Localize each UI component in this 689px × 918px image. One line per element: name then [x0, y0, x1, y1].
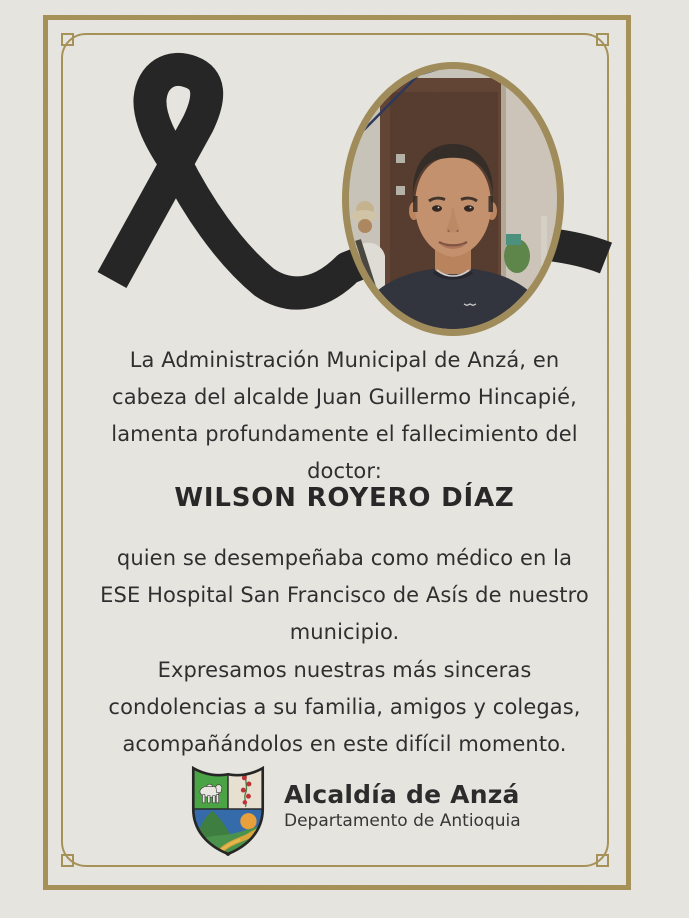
deceased-name: WILSON ROYERO DÍAZ: [174, 483, 515, 513]
announcement-line: cabeza del alcalde Juan Guillermo Hincapié,: [112, 385, 577, 409]
anza-coat-of-arms-icon: [188, 762, 268, 858]
announcement-line: doctor:: [307, 459, 382, 483]
role-line: ESE Hospital San Francisco de Asís de nuestro: [100, 583, 589, 607]
municipality-title: Alcaldía de Anzá: [284, 780, 520, 809]
role-line: quien se desempeñaba como médico en la: [116, 546, 573, 570]
condolences-line: acompañándolos en este difícil momento.: [122, 732, 567, 756]
condolences-line: condolencias a su familia, amigos y colegas,: [108, 695, 581, 719]
announcement-paragraph: [58, 342, 631, 490]
announcement-line: lamenta profundamente el fallecimiento del: [111, 422, 578, 446]
role-line: municipio.: [289, 620, 400, 644]
announcement-line: La Administración Municipal de Anzá, en: [129, 348, 560, 372]
role-paragraph: [58, 540, 631, 651]
condolences-line: Expresamos nuestras más sinceras: [157, 658, 532, 682]
department-subtitle: Departamento de Antioquia: [284, 811, 521, 831]
condolences-paragraph: [58, 652, 631, 763]
municipality-lockup: [0, 758, 689, 868]
deceased-portrait-photo: [338, 58, 568, 340]
